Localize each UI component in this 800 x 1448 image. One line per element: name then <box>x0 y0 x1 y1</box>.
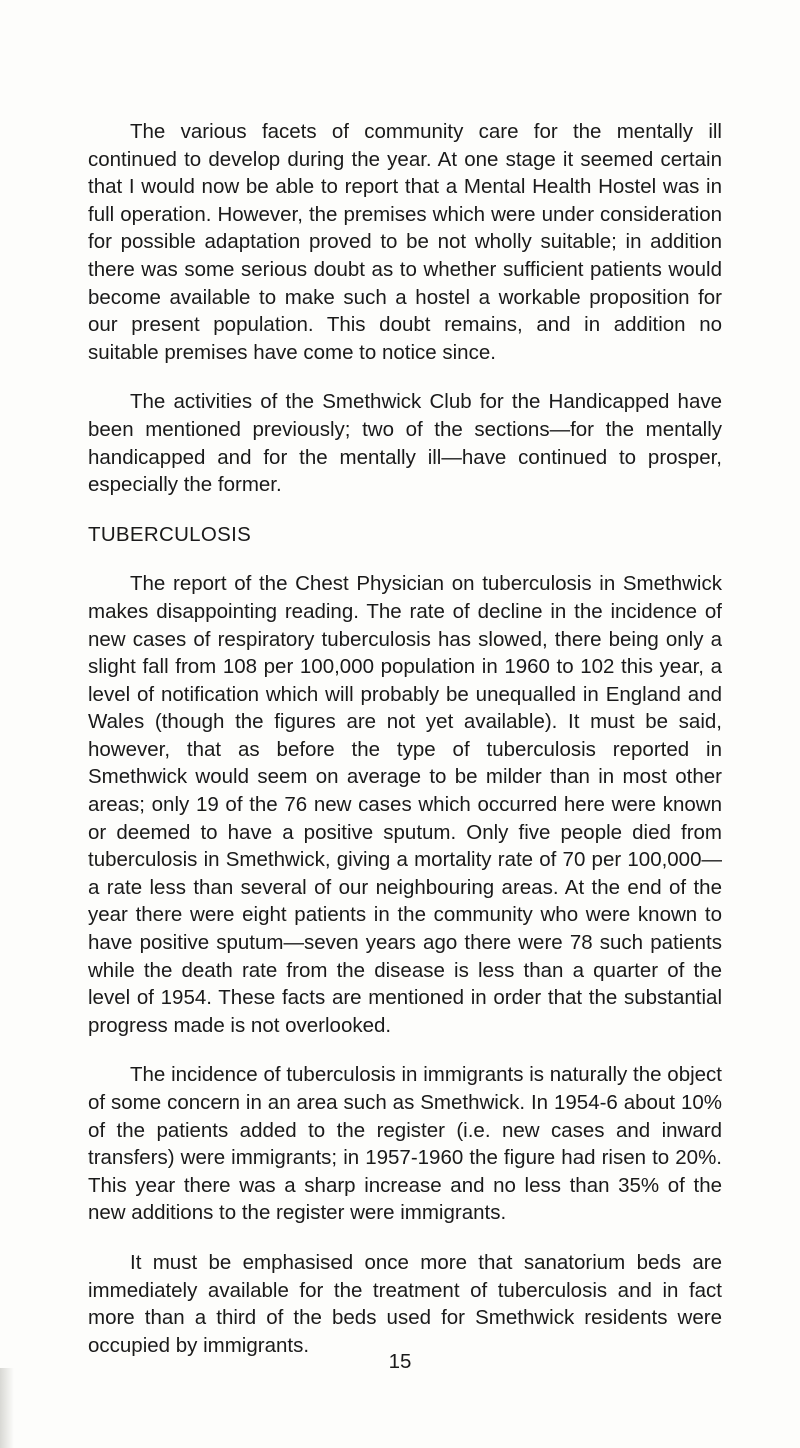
paragraph-sanatorium-beds: It must be emphasised once more that sanatorium beds are immediately available for the treatment of tuberculosis and in fact more than a third of the beds used for Smethwick residents were occupied by immigrants. <box>88 1250 722 1357</box>
paragraph-immigrants-incidence: The incidence of tuberculosis in immigrants is naturally the object of some concern in an area such as Smethwick. In 1954-6 about 10% of the patients added to the register (i.e. new cases and inward transfers) were immigrants; in 1957-1960 the figure had risen to 20%. This year there was a sharp increase and no less than 35% of the new additions to the register were immigrants. <box>88 1063 722 1225</box>
paragraph-chest-physician-report: The report of the Chest Physician on tuberculosis in Smethwick makes disappointing reading. The rate of decline in the incidence of new cases of respiratory tuberculosis has slowed, there being only a slight fall from 108 per 100,000 population in 1960 to 102 this year, a level of notification which will probably be unequalled in England and Wales (though the figures are not yet available). It must be said, however, that as before the type of tuberculosis reported in Smethwick would seem on average to be milder than in most other areas; only 19 of the 76 new cases which occurred here were known or deemed to have a positive sputum. Only five people died from tuberculosis in Smethwick, giving a mortality rate of 70 per 100,000—a rate less than several of our neighbouring areas. At the end of the year there were eight patients in the community who were known to have positive sputum—seven years ago there were 78 such patients while the death rate from the disease is less than a quarter of the level of 1954. These facts are mentioned in order that the substantial progress made is not overlooked. <box>88 572 722 1037</box>
page-number: 15 <box>388 1350 412 1373</box>
section-heading-tuberculosis: TUBERCULOSIS <box>88 522 252 546</box>
binding-shadow <box>0 1368 14 1448</box>
paragraph-smethwick-club: The activities of the Smethwick Club for the Handicapped have been mentioned previously; two of the sections—for the mentally handicapped and for the mentally ill—have continued to prosper, especially the former. <box>88 390 722 497</box>
page-body <box>88 118 722 1359</box>
paragraph-mental-health-hostel: The various facets of community care for the mentally ill continued to develop during the year. At one stage it seemed certain that I would now be able to report that a Mental Health Hostel was in full operation. However, the premises which were under consideration for possible adaptation proved to be not wholly suitable; in addition there was some serious doubt as to whether sufficient patients would become available to make such a hostel a workable proposition for our present population. This doubt remains, and in addition no suitable premises have come to notice since. <box>88 120 722 364</box>
